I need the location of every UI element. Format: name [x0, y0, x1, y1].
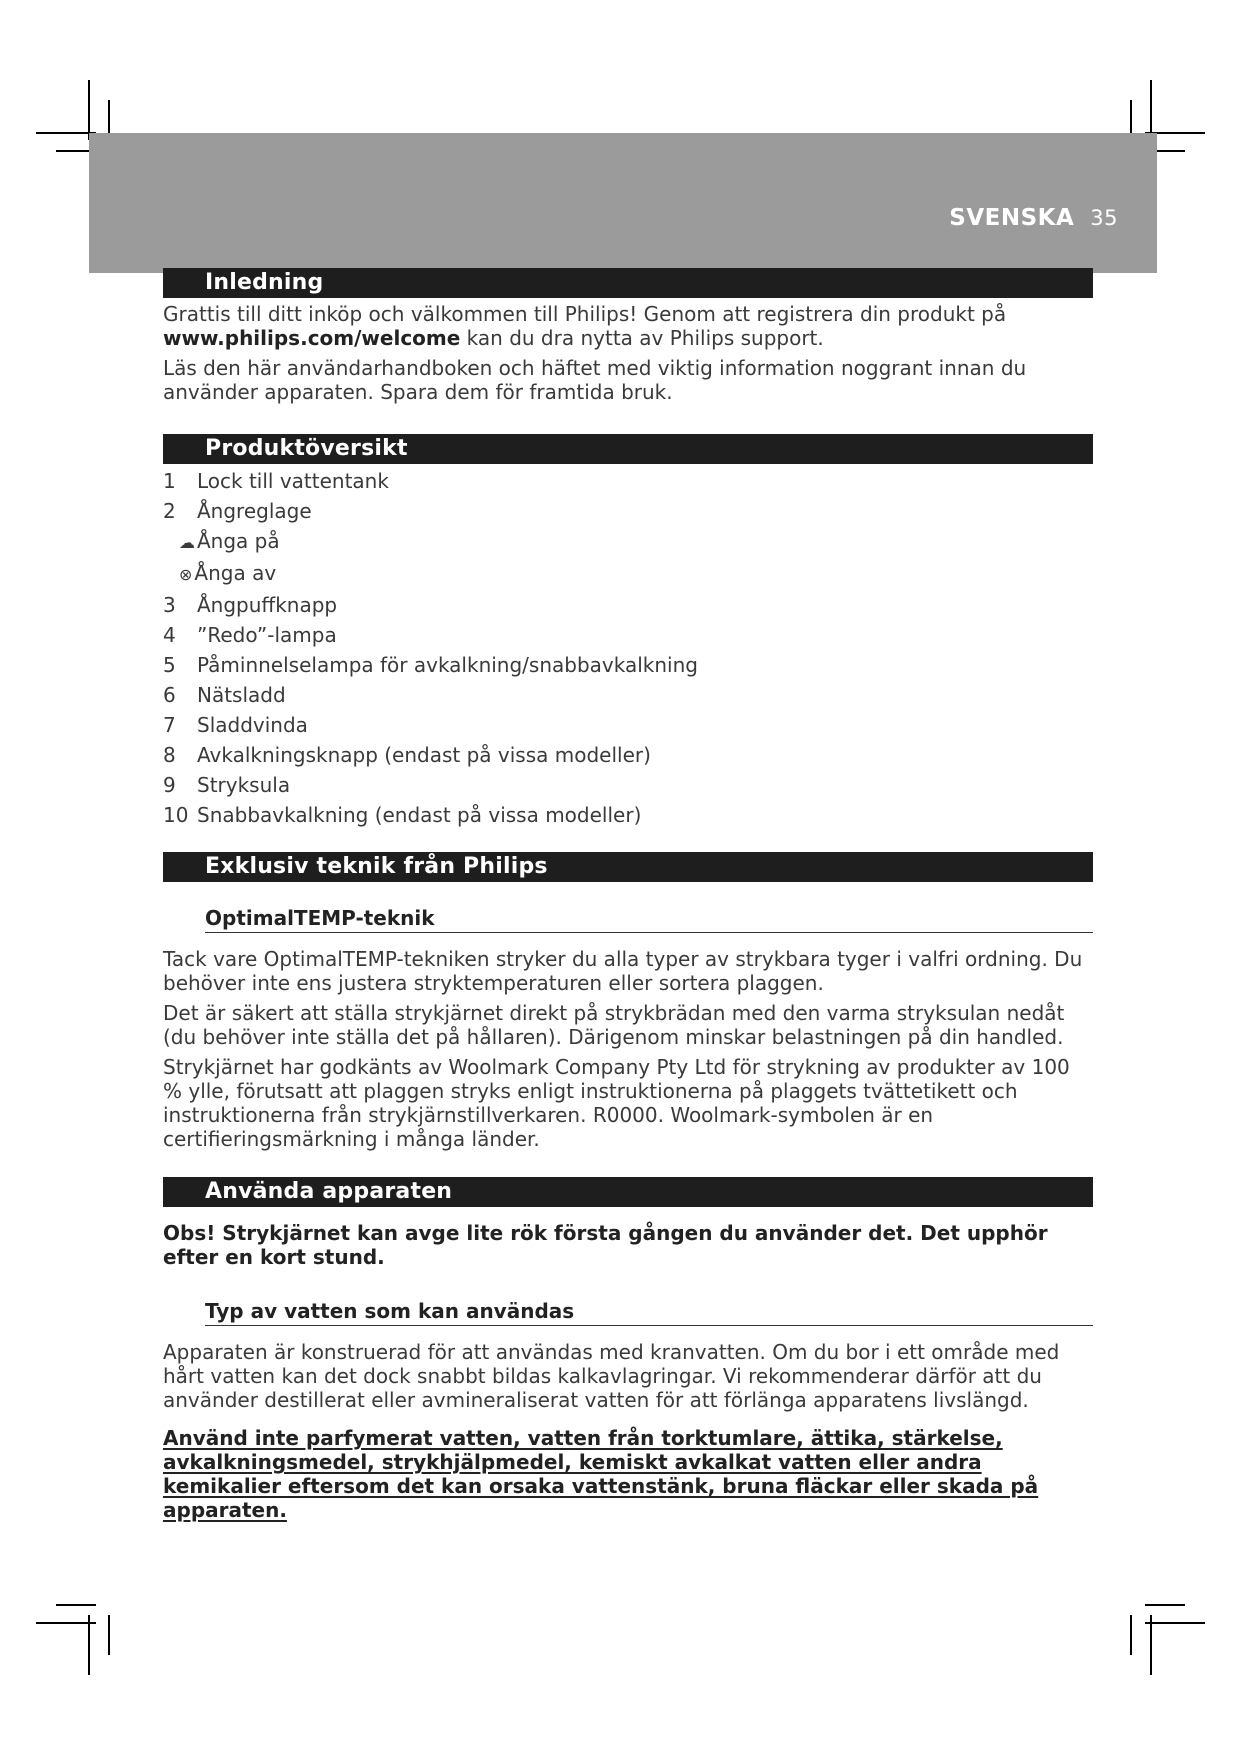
- crop-mark: [36, 132, 96, 134]
- list-item: 5 Påminnelselampa för avkalkning/snabbavkalkning: [163, 653, 698, 677]
- page-number: 35: [1090, 206, 1118, 230]
- crop-mark: [1150, 80, 1152, 140]
- water-paragraph: Apparaten är konstruerad för att användas med kranvatten. Om du bor i ett område med hårt vatten kan det dock snabbt bildas kalkavlagringar. Vi rekommenderar därför att du använder destillerat eller avmineraliserat vatten för att förlänga apparatens livslängd.: [163, 1340, 1060, 1412]
- overview-list: [163, 466, 1093, 830]
- list-item: 6 Nätsladd: [163, 683, 286, 707]
- list-item: ☁ Ånga på: [179, 529, 280, 553]
- welcome-link[interactable]: www.philips.com/welcome: [163, 326, 461, 350]
- crop-mark: [1145, 1622, 1205, 1624]
- list-item: 3 Ångpuffknapp: [163, 593, 338, 617]
- crop-mark: [56, 1604, 96, 1606]
- list-item: 10 Snabbavkalkning (endast på vissa modeller): [163, 803, 642, 827]
- crop-mark: [108, 1615, 110, 1655]
- list-item: 8 Avkalkningsknapp (endast på vissa modeller): [163, 743, 651, 767]
- page-content: [163, 268, 1093, 1522]
- intro-paragraph: Läs den här användarhandboken och häftet med viktig information noggrant innan du använder apparaten. Spara dem för framtida bruk.: [163, 356, 1027, 404]
- section-title-use: Använda apparaten: [163, 1177, 1093, 1207]
- crop-mark: [88, 1615, 90, 1675]
- list-item: ⊗ Ånga av: [179, 561, 277, 585]
- list-item: 9 Stryksula: [163, 773, 291, 797]
- list-item: 4 ”Redo”-lampa: [163, 623, 337, 647]
- tech-paragraph: Strykjärnet har godkänts av Woolmark Company Pty Ltd för strykning av produkter av 100 % ylle, förutsatt att plaggen stryks enligt instruktionerna på plaggets tvättetikett och instruktionerna från strykjärnstillverkaren. R0000. Woolmark-symbolen är en certifieringsmärkning i många länder.: [163, 1055, 1070, 1151]
- intro-body: [163, 302, 1093, 404]
- subtitle-optimaltemp: OptimalTEMP-teknik: [205, 906, 1093, 933]
- steam-off-icon: ⊗: [179, 565, 193, 584]
- section-title-tech: Exklusiv teknik från Philips: [163, 852, 1093, 882]
- crop-mark: [1130, 1615, 1132, 1655]
- note-label: Obs!: [163, 1221, 216, 1245]
- intro-paragraph: Grattis till ditt inköp och välkommen till Philips! Genom att registrera din produkt på www.philips.com/welcome kan du dra nytta av Philips support.: [163, 302, 1007, 350]
- section-title-intro: Inledning: [163, 268, 1093, 298]
- tech-paragraph: Det är säkert att ställa strykjärnet direkt på strykbrädan med den varma stryksulan nedåt (du behöver inte ställa det på hållaren). Därigenom minskar belastningen på din handled.: [163, 1001, 1065, 1049]
- note-paragraph: Obs! Strykjärnet kan avge lite rök första gången du använder det. Det upphör efter en kort stund.: [163, 1221, 1048, 1269]
- list-item: 7 Sladdvinda: [163, 713, 308, 737]
- crop-mark: [1145, 1604, 1185, 1606]
- steam-on-icon: ☁: [179, 533, 195, 552]
- tech-paragraph: Tack vare OptimalTEMP-tekniken stryker du alla typer av strykbara tyger i valfri ordning. Du behöver inte ens justera stryktemperaturen eller sortera plaggen.: [163, 947, 1083, 995]
- crop-mark: [36, 1622, 96, 1624]
- crop-mark: [88, 80, 90, 140]
- list-item: 2 Ångreglage: [163, 499, 312, 523]
- section-title-overview: Produktöversikt: [163, 434, 1093, 464]
- warning-paragraph: Använd inte parfymerat vatten, vatten från torktumlare, ättika, stärkelse, avkalkningsmedel, strykhjälpmedel, kemiskt avkalkat vatten eller andra kemikalier eftersom det kan orsaka vattenstänk, bruna fläckar eller skada på apparaten.: [163, 1426, 1039, 1522]
- language-label: SVENSKA: [949, 205, 1075, 231]
- page-header: [949, 205, 1118, 231]
- crop-mark: [1150, 1615, 1152, 1675]
- subtitle-water-type: Typ av vatten som kan användas: [205, 1299, 1093, 1326]
- list-item: 1 Lock till vattentank: [163, 469, 389, 493]
- header-band: [89, 133, 1157, 273]
